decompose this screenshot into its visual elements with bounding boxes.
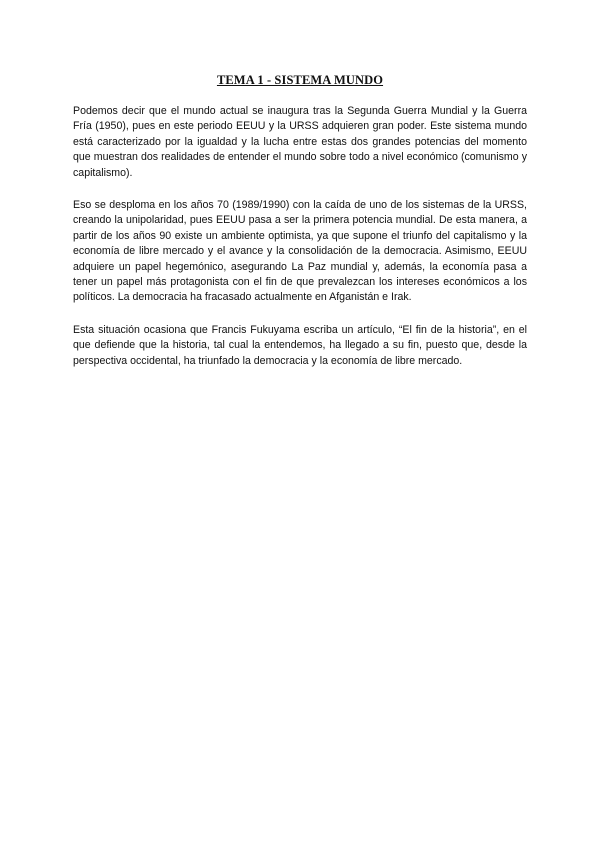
paragraph-1: Podemos decir que el mundo actual se inaugura tras la Segunda Guerra Mundial y la Guerra Fría (1950), pues en este periodo EEUU y la URSS adquieren gran poder. Este sistema mundo está caracterizado por la igualdad y la lucha entre estas dos grandes potencias del momento que muestran dos realidades de entender el mundo sobre todo a nivel económico (comunismo y capitalismo). (73, 105, 527, 179)
page-title: TEMA 1 - SISTEMA MUNDO (216, 73, 384, 87)
paragraph-3: Esta situación ocasiona que Francis Fukuyama escriba un artículo, “El fin de la historia”, en el que defiende que la historia, tal cual la entendemos, ha llegado a su fin, puesto que, desde la perspectiva occidental, ha triunfado la democracia y la economía de libre mercado. (73, 323, 527, 367)
paragraph-2: Eso se desploma en los años 70 (1989/1990) con la caída de uno de los sistemas de la URSS, creando la unipolaridad, pues EEUU pasa a ser la primera potencia mundial. De esta manera, a partir de los años 90 existe un ambiente optimista, ya que supone el triunfo del capitalismo y la economía de libre mercado y el avance y la consolidación de la democracia. Asimismo, EEUU adquiere un papel hegemónico, asegurando La Paz mundial y, además, la economía pasa a tener un papel más protagonista con el fin de que prevalezcan los intereses económicos a los políticos. La democracia ha fracasado actualmente en Afganistán e Irak. (73, 199, 527, 304)
document-body (73, 104, 527, 386)
